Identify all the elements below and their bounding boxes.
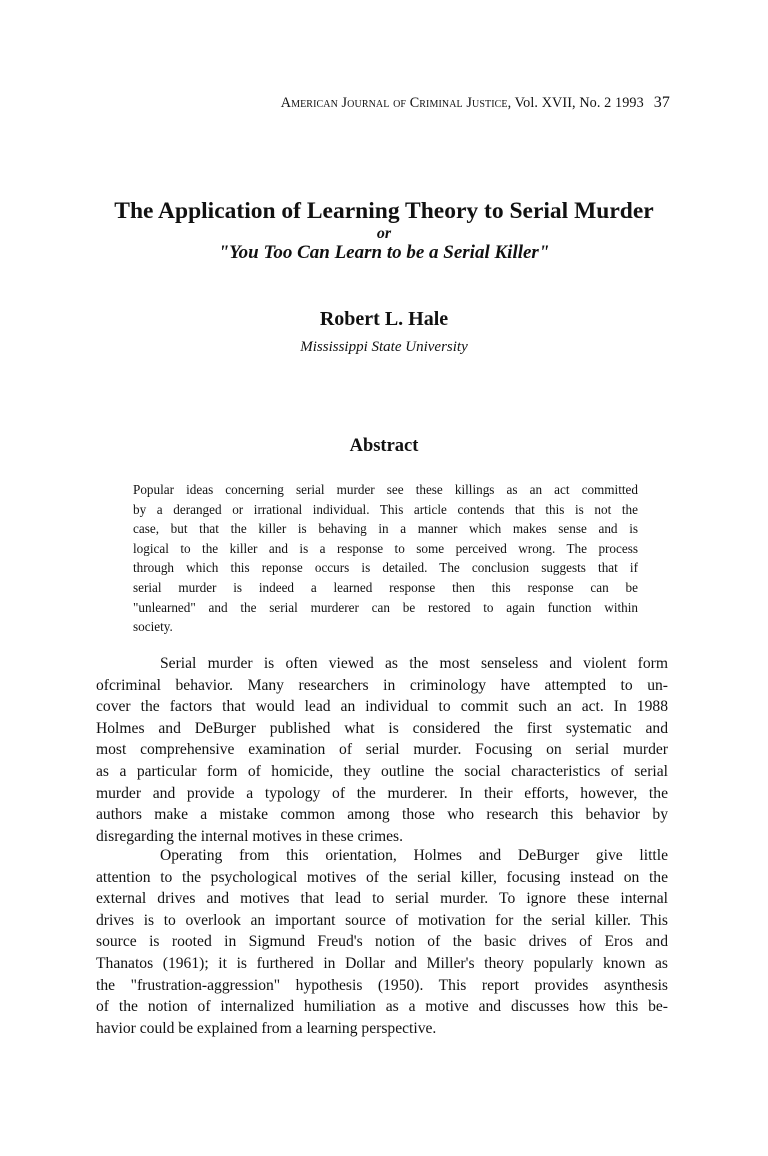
body-line: cover the factors that would lead an individual to commit such an act. In 1988 bbox=[96, 698, 668, 716]
volume-issue-year: , Vol. XVII, No. 2 1993 bbox=[507, 95, 644, 111]
page-number: 37 bbox=[653, 94, 670, 111]
body-line: as a particular form of homicide, they outline the social characteristics of serial bbox=[96, 762, 668, 780]
body-line: havior could be explained from a learning perspective. bbox=[96, 1019, 437, 1037]
abstract-line: society. bbox=[133, 619, 173, 635]
author-affiliation: Mississippi State University bbox=[300, 339, 468, 355]
body-line: of the notion of internalized humiliation as a motive and discusses how this be- bbox=[96, 998, 668, 1016]
abstract-line: "unlearned" and the serial murderer can be restored to again function within bbox=[133, 599, 638, 615]
running-header bbox=[281, 94, 670, 112]
body-line: Serial murder is often viewed as the most senseless and violent form bbox=[160, 655, 668, 672]
body-line: drives is to overlook an important source of motivation for the serial killer. This bbox=[96, 911, 668, 929]
body-line: the "frustration-aggression" hypothesis (1950). This report provides asynthesis bbox=[96, 976, 668, 994]
body-line: Holmes and DeBurger published what is considered the first systematic and bbox=[96, 719, 668, 737]
body-paragraph-1 bbox=[96, 653, 668, 847]
title-or-connector: or bbox=[376, 225, 392, 242]
abstract-line: through which this reponse occurs is detailed. The conclusion suggests that if bbox=[133, 560, 638, 576]
body-line: murder and provide a typology of the murderer. In their efforts, however, the bbox=[96, 784, 668, 802]
body-line: ofcriminal behavior. Many researchers in criminology have attempted to un- bbox=[96, 676, 668, 694]
author-name: Robert L. Hale bbox=[319, 308, 449, 330]
abstract-line: Popular ideas concerning serial murder see these killings as an act committed bbox=[133, 482, 638, 497]
abstract-line: logical to the killer and is a response to some perceived wrong. The process bbox=[133, 540, 638, 556]
body-line: external drives and motives that lead to serial murder. To ignore these internal bbox=[96, 890, 668, 908]
abstract-heading: Abstract bbox=[349, 436, 419, 456]
body-line: Thanatos (1961); it is furthered in Dollar and Miller's theory popularly known as bbox=[96, 954, 668, 972]
abstract-text bbox=[133, 480, 638, 637]
body-line: most comprehensive examination of serial murder. Focusing on serial murder bbox=[96, 741, 668, 759]
body-line: disregarding the internal motives in these crimes. bbox=[96, 827, 404, 845]
body-line: authors make a mistake common among those who research this behavior by bbox=[96, 806, 668, 824]
abstract-line: serial murder is indeed a learned response then this response can be bbox=[133, 579, 638, 595]
abstract-line: by a deranged or irrational individual. This article contends that this is not the bbox=[133, 501, 638, 517]
journal-name: American Journal of Criminal Justice bbox=[280, 95, 508, 111]
body-line: attention to the psychological motives of the serial killer, focusing instead on the bbox=[96, 868, 668, 886]
article-subtitle: "You Too Can Learn to be a Serial Killer" bbox=[218, 242, 550, 263]
abstract-line: case, but that the killer is behaving in a manner which makes sense and is bbox=[133, 521, 638, 537]
body-line: Operating from this orientation, Holmes and DeBurger give little bbox=[160, 847, 668, 864]
body-line: source is rooted in Sigmund Freud's notion of the basic drives of Eros and bbox=[96, 933, 668, 951]
article-title: The Application of Learning Theory to Serial Murder bbox=[114, 198, 654, 224]
body-paragraph-2 bbox=[96, 845, 668, 1039]
